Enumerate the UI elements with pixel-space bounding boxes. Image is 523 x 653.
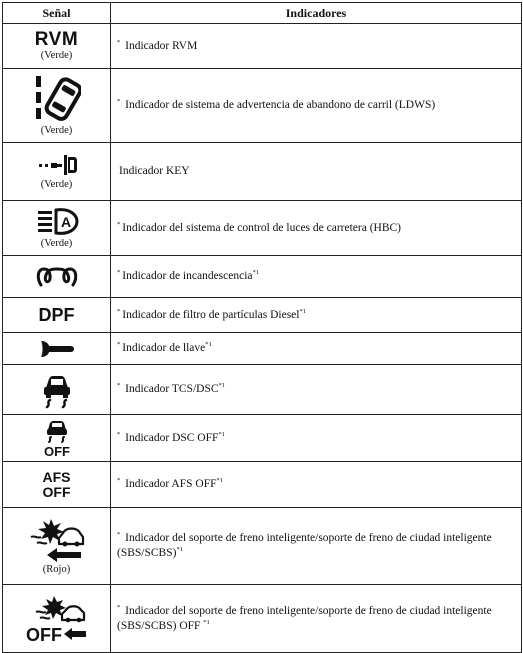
color-label: (Verde) xyxy=(40,50,73,61)
table-row: * Indicador TCS/DSC$^{*1}$ xyxy=(3,365,522,415)
smart-brake-support-icon xyxy=(29,517,85,563)
indicator-text: Indicador RVM xyxy=(122,39,198,52)
color-label: (Verde) xyxy=(40,179,73,190)
table-row: AFS OFF * Indicador AFS OFF$^{*1}$ xyxy=(3,462,522,508)
indicator-text: Indicador de incandescencia xyxy=(122,270,253,282)
indicator-table xyxy=(2,2,522,653)
header-signal: Señal xyxy=(3,3,111,24)
table-row: OFF * Indicador DSC OFF$^{*1}$ xyxy=(3,415,522,462)
table-header-row xyxy=(3,3,522,24)
wrench-icon xyxy=(35,339,79,359)
indicator-text: Indicador AFS OFF xyxy=(122,478,217,490)
key-icon xyxy=(35,152,79,178)
smart-brake-support-off-icon xyxy=(26,594,88,644)
indicator-text: Indicador DSC OFF xyxy=(122,431,219,444)
rvm-text-icon: RVM xyxy=(34,29,79,50)
high-beam-control-icon xyxy=(35,207,79,237)
indicator-text: Indicador del sistema de control de luces de carretera (HBC) xyxy=(122,221,402,234)
table-row: * Indicador de incandescencia$^{*1}$ xyxy=(3,256,522,298)
table-row: * Indicador de llave$^{*1}$ xyxy=(3,333,522,365)
color-label: (Verde) xyxy=(40,237,73,249)
header-indicators: Indicadores xyxy=(111,3,522,24)
svg-text:A: A xyxy=(60,213,71,230)
glow-plug-icon xyxy=(35,265,79,289)
table-row: (Verde) * Indicador de sistema de advertencia de abandono de carril (LDWS) xyxy=(3,69,522,143)
indicator-text: Indicador de filtro de partículas Diesel xyxy=(122,308,300,321)
indicator-text: Indicador del soporte de freno inteligente/soporte de freno de ciudad inteligente (SBS/SCBS) OFF xyxy=(117,604,492,632)
svg-text:OFF: OFF xyxy=(43,444,70,458)
table-row: RVM (Verde) * Indicador RVM xyxy=(3,24,522,69)
table-row: OFF * Indicador del soporte de freno inteligente/soporte de freno de ciudad inteligente (SBS/SCBS) OFF $^{*1}$ xyxy=(3,585,522,653)
tcs-dsc-icon xyxy=(39,370,75,410)
svg-text:OFF: OFF xyxy=(25,624,62,644)
dpf-text-icon: DPF xyxy=(38,305,75,325)
table-row: DPF * Indicador de filtro de partículas Diesel$^{*1}$ xyxy=(3,298,522,333)
indicator-text: Indicador de sistema de advertencia de abandono de carril (LDWS) xyxy=(122,99,436,111)
color-label: (Verde) xyxy=(40,125,73,136)
color-label: (Rojo) xyxy=(42,563,71,575)
lane-departure-icon xyxy=(33,74,81,124)
afs-off-icon: AFS OFF xyxy=(42,469,71,500)
table-row: A (Verde) * Indicador del sistema de control de luces de carretera (HBC) xyxy=(3,201,522,256)
indicator-text: Indicador del soporte de freno inteligente/soporte de freno de ciudad inteligente (SBS/SCBS) xyxy=(117,532,492,559)
indicator-text: Indicador KEY xyxy=(119,165,190,177)
indicator-text: Indicador de llave xyxy=(122,342,206,354)
table-row: (Rojo) * Indicador del soporte de freno inteligente/soporte de freno de ciudad inteligente (SBS/SCBS)$^{*1}$ xyxy=(3,508,522,585)
dsc-off-icon xyxy=(39,418,75,458)
indicator-text: Indicador TCS/DSC xyxy=(122,383,219,395)
table-row xyxy=(3,143,522,201)
